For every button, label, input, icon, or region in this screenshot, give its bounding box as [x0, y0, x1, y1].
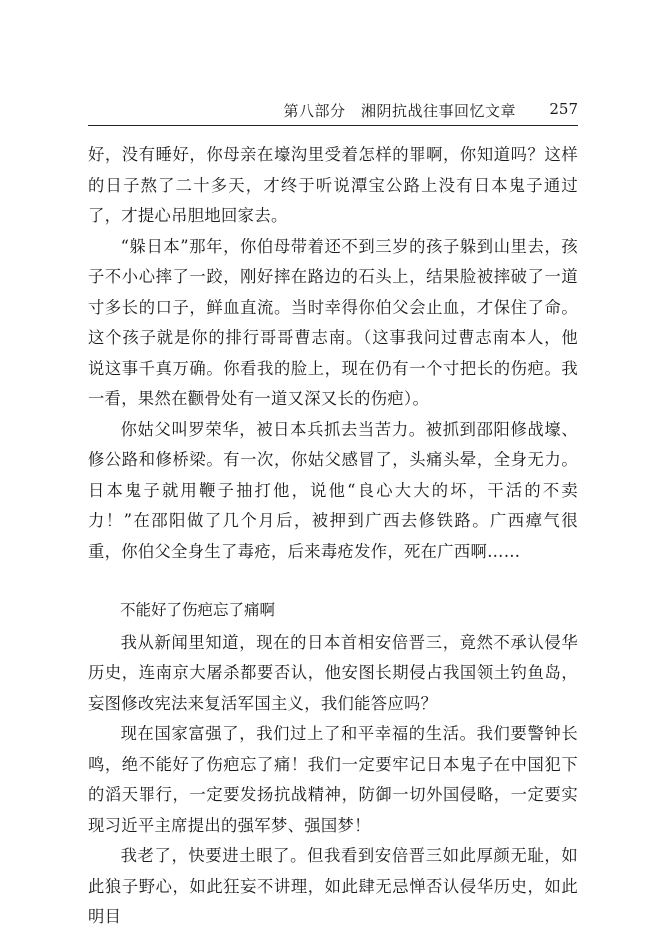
running-header: [88, 98, 578, 124]
paragraph: 好，没有睡好，你母亲在壕沟里受着怎样的罪啊，你知道吗？这样的日子熬了二十多天，才终于听说潭宝公路上没有日本鬼子通过了，才提心吊胆地回家去。: [88, 145, 578, 225]
paragraph: 你姑父叫罗荣华，被日本兵抓去当苦力。被抓到邵阳修战壕、修公路和修桥梁。有一次，你姑父感冒了，头痛头晕，全身无力。日本鬼子就用鞭子抽打他，说他“良心大大的坏，干活的不卖力！”在邵阳做了几个月后，被押到广西去修铁路。广西瘴气很重，你伯父全身生了毒疮，后来毒疮发作，死在广西啊……: [88, 419, 578, 561]
page-number: 257: [549, 100, 578, 118]
header-rule: [88, 125, 578, 126]
body-text: [88, 140, 578, 933]
paragraph: “躲日本”那年，你伯母带着还不到三岁的孩子躲到山里去，孩子不小心摔了一跤，刚好摔在路边的石头上，结果脸被摔破了一道寸多长的口子，鲜血直流。当时幸得你伯父会止血，才保住了命。这个孩子就是你的排行哥哥曹志南。（这事我问过曹志南本人，他说这事千真万确。你看我的脸上，现在仍有一个寸把长的伤疤。我一看，果然在颧骨处有一道又深又长的伤疤）。: [88, 236, 578, 408]
paragraph: 现在国家富强了，我们过上了和平幸福的生活。我们要警钟长鸣，绝不能好了伤疤忘了痛！我们一定要牢记日本鬼子在中国犯下的滔天罪行，一定要发扬抗战精神，防御一切外国侵略，一定要实现习近平主席提出的强军梦、强国梦！: [88, 724, 578, 835]
header-title: 第八部分 湘阴抗战往事回忆文章: [283, 102, 516, 120]
section-heading: 不能好了伤疤忘了痛啊: [120, 601, 276, 619]
paragraph: 我老了，快要进土眼了。但我看到安倍晋三如此厚颜无耻，如此狼子野心，如此狂妄不讲理，如此肆无忌惮否认侵华历史，如此明目: [88, 846, 578, 926]
paragraph: 我从新闻里知道，现在的日本首相安倍晋三，竟然不承认侵华历史，连南京大屠杀都要否认，他安图长期侵占我国领土钓鱼岛，妄图修改宪法来复活军国主义，我们能答应吗？: [88, 632, 578, 713]
